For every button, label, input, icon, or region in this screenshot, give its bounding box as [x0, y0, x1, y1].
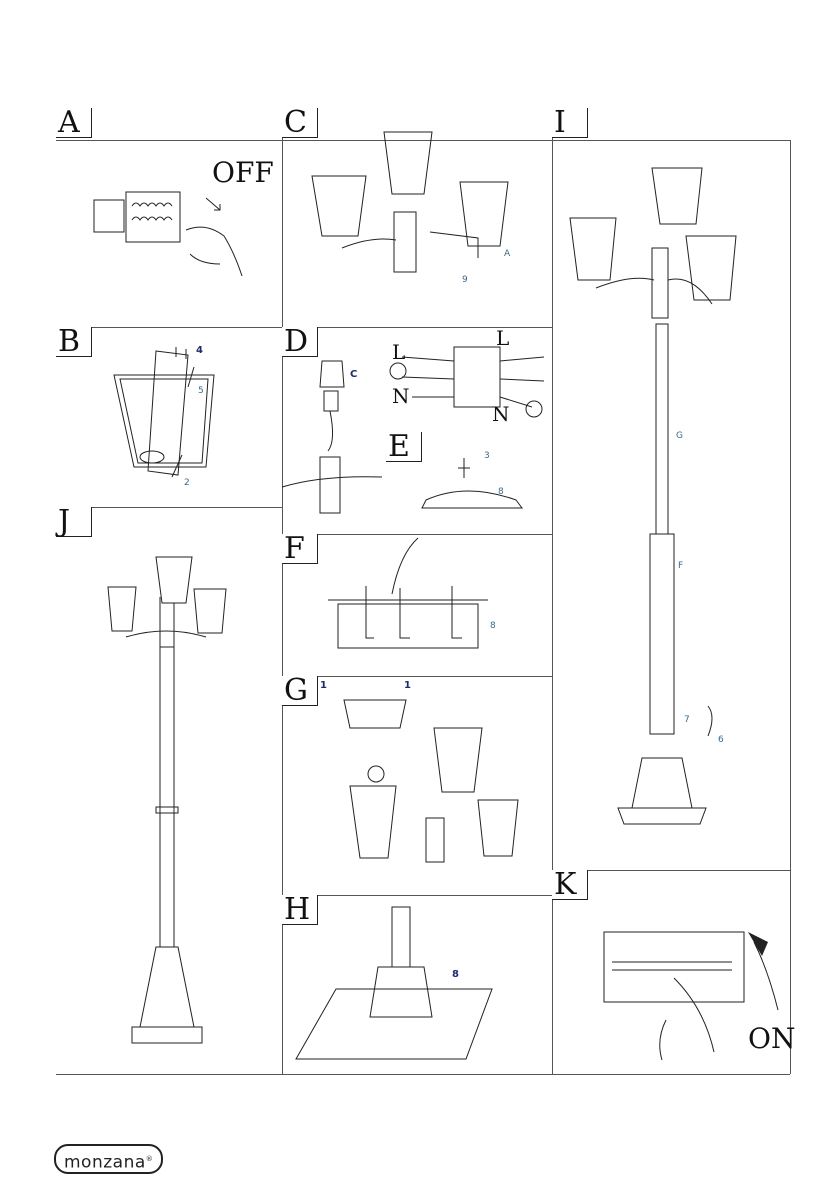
panel-j — [56, 504, 282, 1074]
svg-text:3: 3 — [484, 451, 490, 461]
panel-letter: H — [282, 895, 318, 925]
panel-b — [56, 324, 282, 507]
panel-a — [56, 105, 282, 327]
svg-text:8: 8 — [490, 621, 496, 631]
panel-k — [552, 867, 796, 1074]
svg-text:1: 1 — [320, 680, 327, 691]
assembled-lamp-illustration — [56, 507, 282, 1074]
grid-line — [56, 1074, 790, 1075]
svg-text:6: 6 — [718, 735, 724, 745]
panel-h — [282, 892, 552, 1074]
panel-letter: D — [282, 327, 318, 357]
breaker-on-illustration — [552, 870, 796, 1074]
arrow-icon — [748, 932, 768, 956]
anchor-bolts-illustration — [282, 534, 552, 676]
lantern-glass-illustration — [56, 327, 282, 507]
pole-assembly-illustration — [552, 108, 790, 870]
panel-letter: I — [552, 108, 588, 138]
svg-text:1: 1 — [404, 680, 411, 691]
svg-text:A: A — [504, 249, 511, 259]
panel-f — [282, 531, 552, 676]
svg-text:8: 8 — [452, 969, 459, 980]
panel-letter: B — [56, 327, 92, 357]
svg-text:OFF: OFF — [212, 156, 274, 189]
panel-e — [386, 429, 552, 534]
svg-text:7: 7 — [684, 715, 690, 725]
registered-mark: ® — [145, 1155, 154, 1163]
svg-text:F: F — [678, 561, 684, 571]
svg-text:L: L — [392, 340, 406, 364]
brand-logo — [54, 1144, 163, 1174]
svg-text:ON: ON — [748, 1022, 796, 1055]
panel-c — [282, 105, 552, 327]
svg-text:8: 8 — [498, 487, 504, 497]
panel-letter: A — [56, 108, 92, 138]
base-mounting-illustration — [282, 895, 552, 1074]
panel-letter: G — [282, 676, 318, 706]
svg-text:L: L — [496, 326, 510, 350]
svg-text:2: 2 — [184, 478, 190, 488]
svg-text:C: C — [350, 369, 358, 380]
svg-text:4: 4 — [196, 345, 203, 356]
panel-i — [552, 105, 790, 870]
svg-text:5: 5 — [198, 386, 204, 396]
wiring-heads-illustration — [282, 108, 552, 327]
bulb-install-illustration — [282, 676, 552, 895]
grid-line — [790, 140, 791, 1074]
panel-letter: F — [282, 534, 318, 564]
svg-text:N: N — [392, 384, 410, 408]
brand-name: monzana — [64, 1152, 146, 1173]
svg-text:G: G — [676, 431, 683, 441]
panel-letter: E — [386, 432, 422, 462]
off-label — [56, 108, 282, 327]
panel-letter: C — [282, 108, 318, 138]
panel-letter: J — [56, 507, 92, 537]
svg-text:9: 9 — [462, 275, 468, 285]
cap-screw-illustration — [386, 432, 552, 534]
svg-text:N: N — [492, 402, 510, 426]
panel-letter: K — [552, 870, 588, 900]
panel-g — [282, 673, 552, 895]
